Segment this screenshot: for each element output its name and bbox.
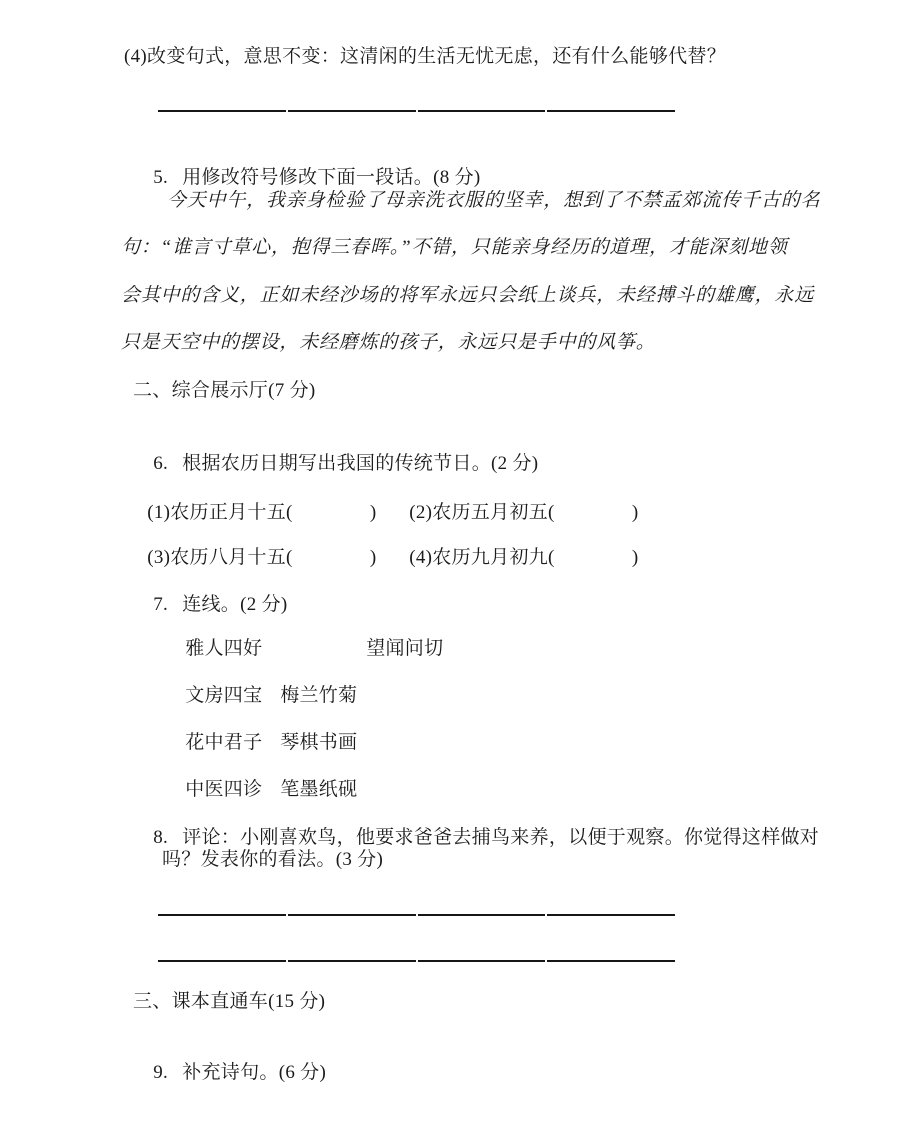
question-5-text: 用修改符号修改下面一段话。(8 分) [182, 167, 481, 188]
question-9-number: 9. [153, 1062, 169, 1083]
match-left-term: 花中君子 [185, 732, 263, 753]
question-6-text: 根据农历日期写出我国的传统节日。(2 分) [182, 453, 539, 474]
q6-item-3: (3)农历八月十五( ) [147, 547, 377, 568]
question-9-text: 补充诗句。(6 分) [182, 1062, 327, 1083]
question-9-header [133, 1035, 326, 1110]
match-left-term: 雅人四好 [185, 638, 263, 659]
match-right-term: 梅兰竹菊 [280, 685, 358, 706]
match-left-term: 中医四诊 [185, 779, 263, 800]
match-right-term: 望闻问切 [366, 638, 444, 659]
answer-blank-line [158, 906, 675, 916]
paragraph-line-2: 句：“谁言寸草心，抱得三春晖。”不错，只能亲身经历的道理，才能深刻地领 [121, 237, 788, 258]
section-2-title: 二、综合展示厅(7 分) [133, 380, 316, 401]
q6-item-4: (4)农历九月初九( ) [409, 547, 639, 568]
question-8-number: 8. [153, 827, 169, 848]
answer-blank-line [158, 102, 675, 112]
match-right-term: 琴棋书画 [280, 732, 358, 753]
question-4-item: (4)改变句式，意思不变：这清闲的生活无忧无虑，还有什么能够代替？ [124, 46, 727, 67]
paragraph-line-1: 今天中午，我亲身检验了母亲洗衣服的坚幸，想到了不禁孟郊流传千古的名 [167, 190, 821, 211]
paragraph-line-3: 会其中的含义，正如未经沙场的将军永远只会纸上谈兵，未经搏斗的雄鹰，永远 [121, 285, 815, 306]
q6-item-1: (1)农历正月十五( ) [147, 502, 377, 523]
q6-item-2: (2)农历五月初五( ) [409, 502, 639, 523]
paragraph-line-4: 只是天空中的摆设，未经磨炼的孩子，永远只是手中的风筝。 [121, 332, 656, 353]
question-7-text: 连线。(2 分) [182, 594, 288, 615]
answer-blank-line [158, 952, 675, 962]
match-right-term: 笔墨纸砚 [280, 779, 358, 800]
question-8-text-line-1: 评论：小刚喜欢鸟，他要求爸爸去捕鸟来养，以便于观察。你觉得这样做对 [182, 827, 820, 848]
section-3-title: 三、课本直通车(15 分) [133, 991, 326, 1012]
match-left-term: 文房四宝 [185, 685, 263, 706]
question-6-number: 6. [153, 453, 169, 474]
question-5-number: 5. [153, 167, 169, 188]
question-7-number: 7. [153, 594, 169, 615]
question-8-text-line-2: 吗？发表你的看法。(3 分) [162, 849, 384, 870]
